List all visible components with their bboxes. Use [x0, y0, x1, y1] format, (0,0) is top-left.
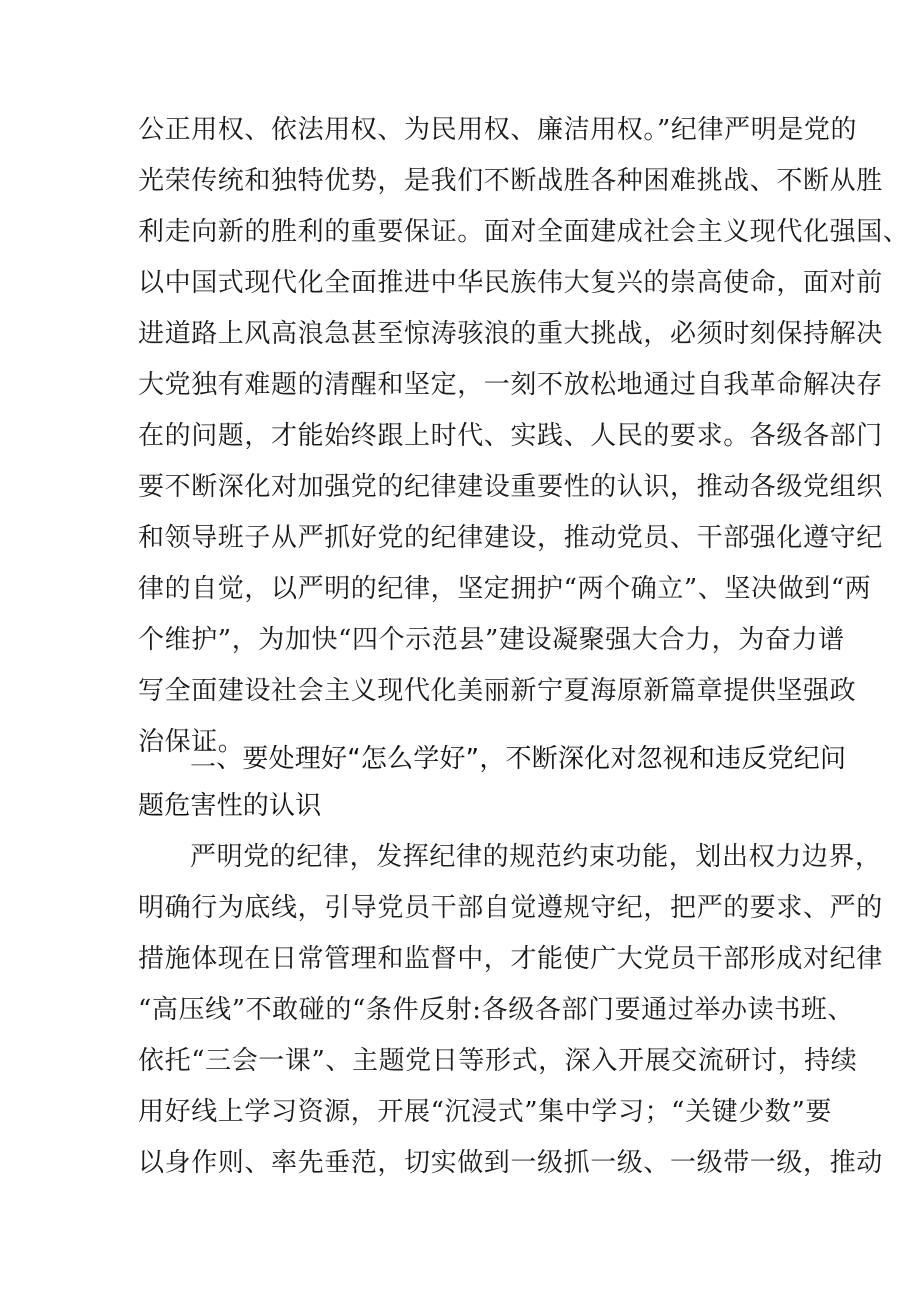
paragraph-1-line-4: 以中国式现代化全面推进中华民族伟大复兴的崇高使命，面对前 [138, 268, 883, 298]
paragraph-1-line-11: 个维护”，为加快“四个示范县”建设凝聚强大合力，为奋力谱 [138, 625, 845, 655]
section-heading-line-2: 题危害性的认识 [138, 791, 322, 821]
paragraph-2-line-4: “高压线”不敢碰的“条件反射:各级各部门要通过举办读书班、 [138, 995, 855, 1025]
paragraph-1-line-8: 要不断深化对加强党的纪律建设重要性的认识，推动各级党组织 [138, 472, 883, 502]
paragraph-1-line-9: 和领导班子从严抓好党的纪律建设，推动党员、干部强化遵守纪 [138, 523, 883, 553]
paragraph-2-line-2: 明确行为底线，引导党员干部自觉遵规守纪，把严的要求、严的 [138, 893, 883, 923]
paragraph-1-line-3: 利走向新的胜利的重要保证。面对全面建成社会主义现代化强国、 [138, 217, 910, 247]
paragraph-1-line-13: 治保证。 [138, 727, 245, 757]
paragraph-2-line-1: 严明党的纪律，发挥纪律的规范约束功能，划出权力边界， [190, 842, 882, 872]
paragraph-2-line-3: 措施体现在日常管理和监督中，才能使广大党员干部形成对纪律 [138, 944, 883, 974]
paragraph-1-line-10: 律的自觉，以严明的纪律，坚定拥护“两个确立”、坚决做到“两 [138, 574, 872, 604]
paragraph-1-line-2: 光荣传统和独特优势，是我们不断战胜各种困难挑战、不断从胜 [138, 166, 883, 196]
paragraph-1-line-1: 公正用权、依法用权、为民用权、廉洁用权。”纪律严明是党的 [138, 115, 858, 145]
paragraph-1-line-7: 在的问题，才能始终跟上时代、实践、人民的要求。各级各部门 [138, 421, 883, 451]
paragraph-1-line-6: 大党独有难题的清醒和坚定，一刻不放松地通过自我革命解决存 [138, 370, 883, 400]
section-heading-line-1: 二、要处理好“怎么学好”，不断深化对忽视和违反党纪问 [190, 744, 847, 774]
paragraph-1-line-12: 写全面建设社会主义现代化美丽新宁夏海原新篇章提供坚强政 [138, 676, 857, 706]
paragraph-2-line-5: 依托“三会一课”、主题党日等形式，深入开展交流研讨，持续 [138, 1046, 858, 1076]
paragraph-2-line-6: 用好线上学习资源，开展“沉浸式”集中学习；“关键少数”要 [138, 1097, 832, 1127]
paragraph-2-line-7: 以身作则、率先垂范，切实做到一级抓一级、一级带一级，推动 [138, 1148, 883, 1178]
paragraph-1-line-5: 进道路上风高浪急甚至惊涛骇浪的重大挑战，必须时刻保持解决 [138, 319, 883, 349]
